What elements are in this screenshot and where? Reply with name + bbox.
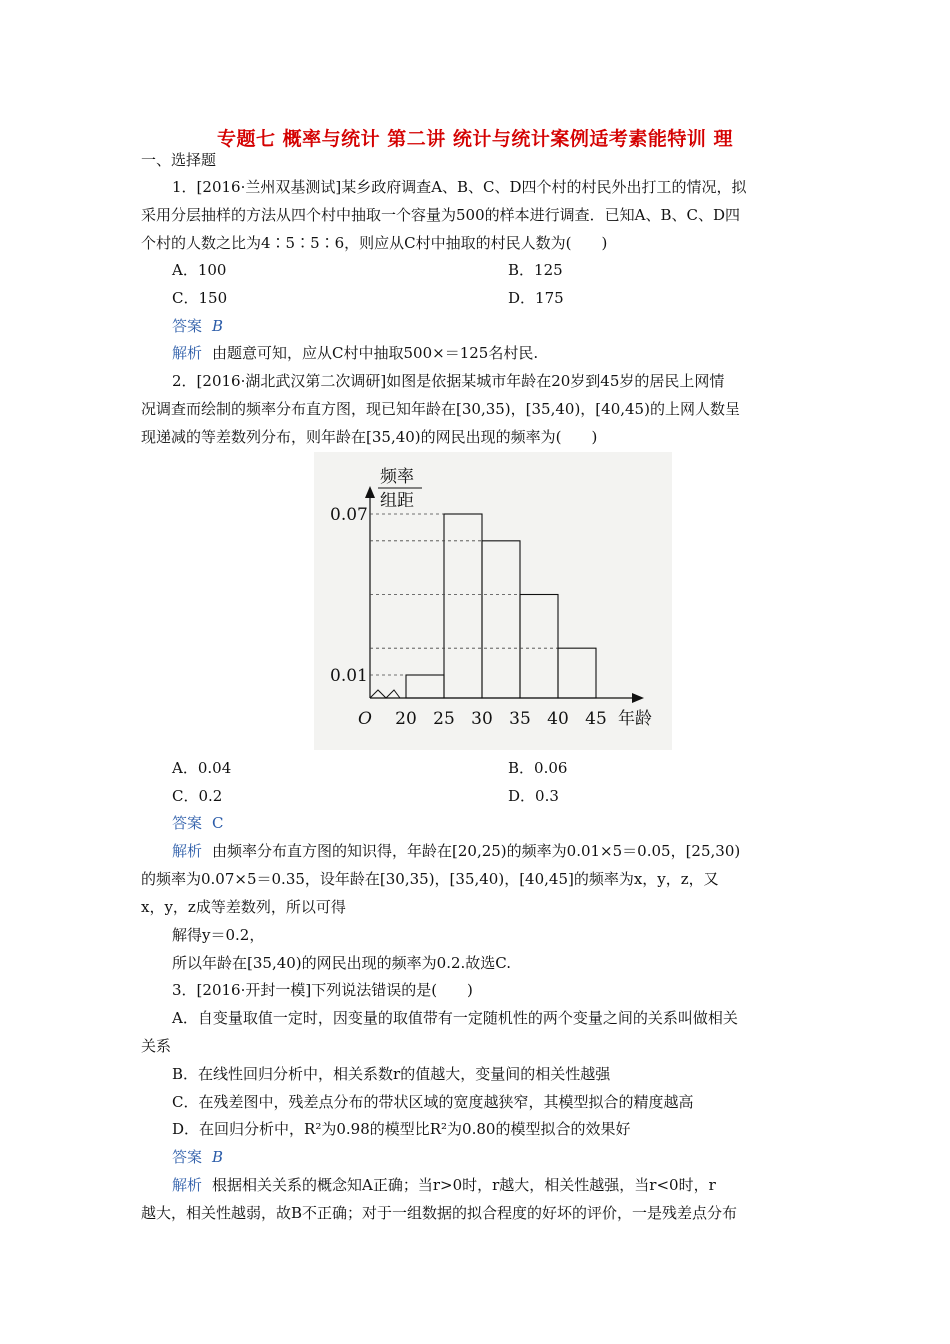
q2-option-d: D．0.3: [508, 787, 559, 805]
analysis-label: 解析: [172, 1176, 203, 1194]
q1-answer: [172, 316, 842, 336]
q2-stem-line: 2．[2016·湖北武汉第二次调研]如图是依据某城市年龄在20岁到45岁的居民上网情: [172, 372, 725, 390]
x-tick-label: 45: [585, 709, 607, 729]
q1-analysis: [172, 343, 842, 363]
q2-analysis-line: 所以年龄在[35,40)的网民出现的频率为0.2.故选C.: [172, 954, 511, 972]
histogram-bar: [482, 541, 520, 698]
y-axis-arrow: [365, 486, 375, 498]
q3-answer: [172, 1147, 842, 1167]
q3-stem-line: 3．[2016·开封一模]下列说法错误的是( ): [172, 981, 473, 999]
q3-option-a: A．自变量取值一定时，因变量的取值带有一定随机性的两个变量之间的关系叫做相关: [172, 1009, 738, 1027]
q1-stem-line: 采用分层抽样的方法从四个村中抽取一个容量为500的样本进行调查．已知A、B、C、D四: [141, 206, 740, 224]
analysis-text: 由频率分布直方图的知识得，年龄在[20,25)的频率为0.01×5＝0.05，[25,30): [212, 842, 741, 860]
q2-stem-line: 况调查而绘制的频率分布直方图，现已知年龄在[30,35)，[35,40)，[40,45)的上网人数呈: [141, 400, 740, 418]
answer-label: 答案: [172, 814, 203, 832]
x-axis-arrow: [632, 693, 644, 703]
q2-option-a: A．0.04: [172, 759, 232, 777]
origin-label: O: [358, 709, 372, 729]
q3-analysis: [172, 1175, 842, 1195]
x-tick-label: 30: [471, 709, 493, 729]
q1-option-a: A．100: [172, 261, 227, 279]
q3-option-b: B．在线性回归分析中，相关系数r的值越大，变量间的相关性越强: [172, 1065, 611, 1083]
q1-option-b: B．125: [508, 261, 563, 279]
q2-analysis-line: 的频率为0.07×5＝0.35，设年龄在[30,35)，[35,40)，[40,45]的频率为x，y，z，又: [141, 870, 719, 888]
y-axis-label-bottom: 组距: [380, 491, 414, 511]
q3-option-a-cont: 关系: [141, 1037, 172, 1055]
q2-analysis: [172, 841, 842, 861]
x-tick-label: 20: [395, 709, 417, 729]
analysis-text: 根据相关关系的概念知A正确；当r>0时，r越大，相关性越强，当r<0时，r: [212, 1176, 716, 1194]
x-tick-label: 40: [547, 709, 569, 729]
histogram-figure: [314, 452, 672, 750]
y-tick-label: 0.01: [330, 666, 368, 686]
q3-option-c: C．在残差图中，残差点分布的带状区域的宽度越狭窄，其模型拟合的精度越高: [172, 1093, 694, 1111]
analysis-label: 解析: [172, 344, 203, 362]
q1-stem-line: 1．[2016·兰州双基测试]某乡政府调查A、B、C、D四个村的村民外出打工的情况，拟: [172, 178, 747, 196]
x-tick-label: 25: [433, 709, 455, 729]
q3-option-d: D．在回归分析中，R²为0.98的模型比R²为0.80的模型拟合的效果好: [172, 1120, 631, 1138]
answer-label: 答案: [172, 1148, 203, 1166]
histogram-bar: [520, 595, 558, 699]
answer-value: B: [212, 317, 224, 335]
answer-label: 答案: [172, 317, 203, 335]
histogram-bar: [444, 514, 482, 698]
analysis-label: 解析: [172, 842, 203, 860]
q2-analysis-line: x，y，z成等差数列，所以可得: [141, 898, 346, 916]
answer-value: B: [212, 1148, 224, 1166]
histogram-bar: [406, 675, 444, 698]
page-title: 专题七 概率与统计 第二讲 统计与统计案例适考素能特训 理: [217, 128, 733, 150]
y-tick-label: 0.07: [330, 505, 368, 525]
analysis-text: 由题意可知，应从C村中抽取500×＝125名村民.: [212, 344, 539, 362]
histogram-bar: [558, 648, 596, 698]
q2-option-b: B．0.06: [508, 759, 568, 777]
q1-option-c: C．150: [172, 289, 228, 307]
q3-analysis-line: 越大，相关性越弱，故B不正确；对于一组数据的拟合程度的好坏的评价，一是残差点分布: [141, 1204, 738, 1222]
answer-value: C: [212, 814, 224, 832]
axis-break: [370, 690, 406, 698]
y-axis-label-top: 频率: [380, 467, 414, 487]
q2-analysis-line: 解得y＝0.2，: [172, 926, 265, 944]
x-axis-label: 年龄: [618, 709, 652, 729]
x-tick-label: 35: [509, 709, 531, 729]
q2-stem-line: 现递减的等差数列分布，则年龄在[35,40)的网民出现的频率为( ): [141, 428, 598, 446]
frequency-histogram: [314, 452, 672, 750]
q2-option-c: C．0.2: [172, 787, 223, 805]
q1-option-d: D．175: [508, 289, 564, 307]
q1-stem-line: 个村的人数之比为4∶5∶5∶6，则应从C村中抽取的村民人数为( ): [141, 234, 608, 252]
section-heading: 一、选择题: [141, 151, 217, 169]
q2-answer: [172, 813, 842, 833]
